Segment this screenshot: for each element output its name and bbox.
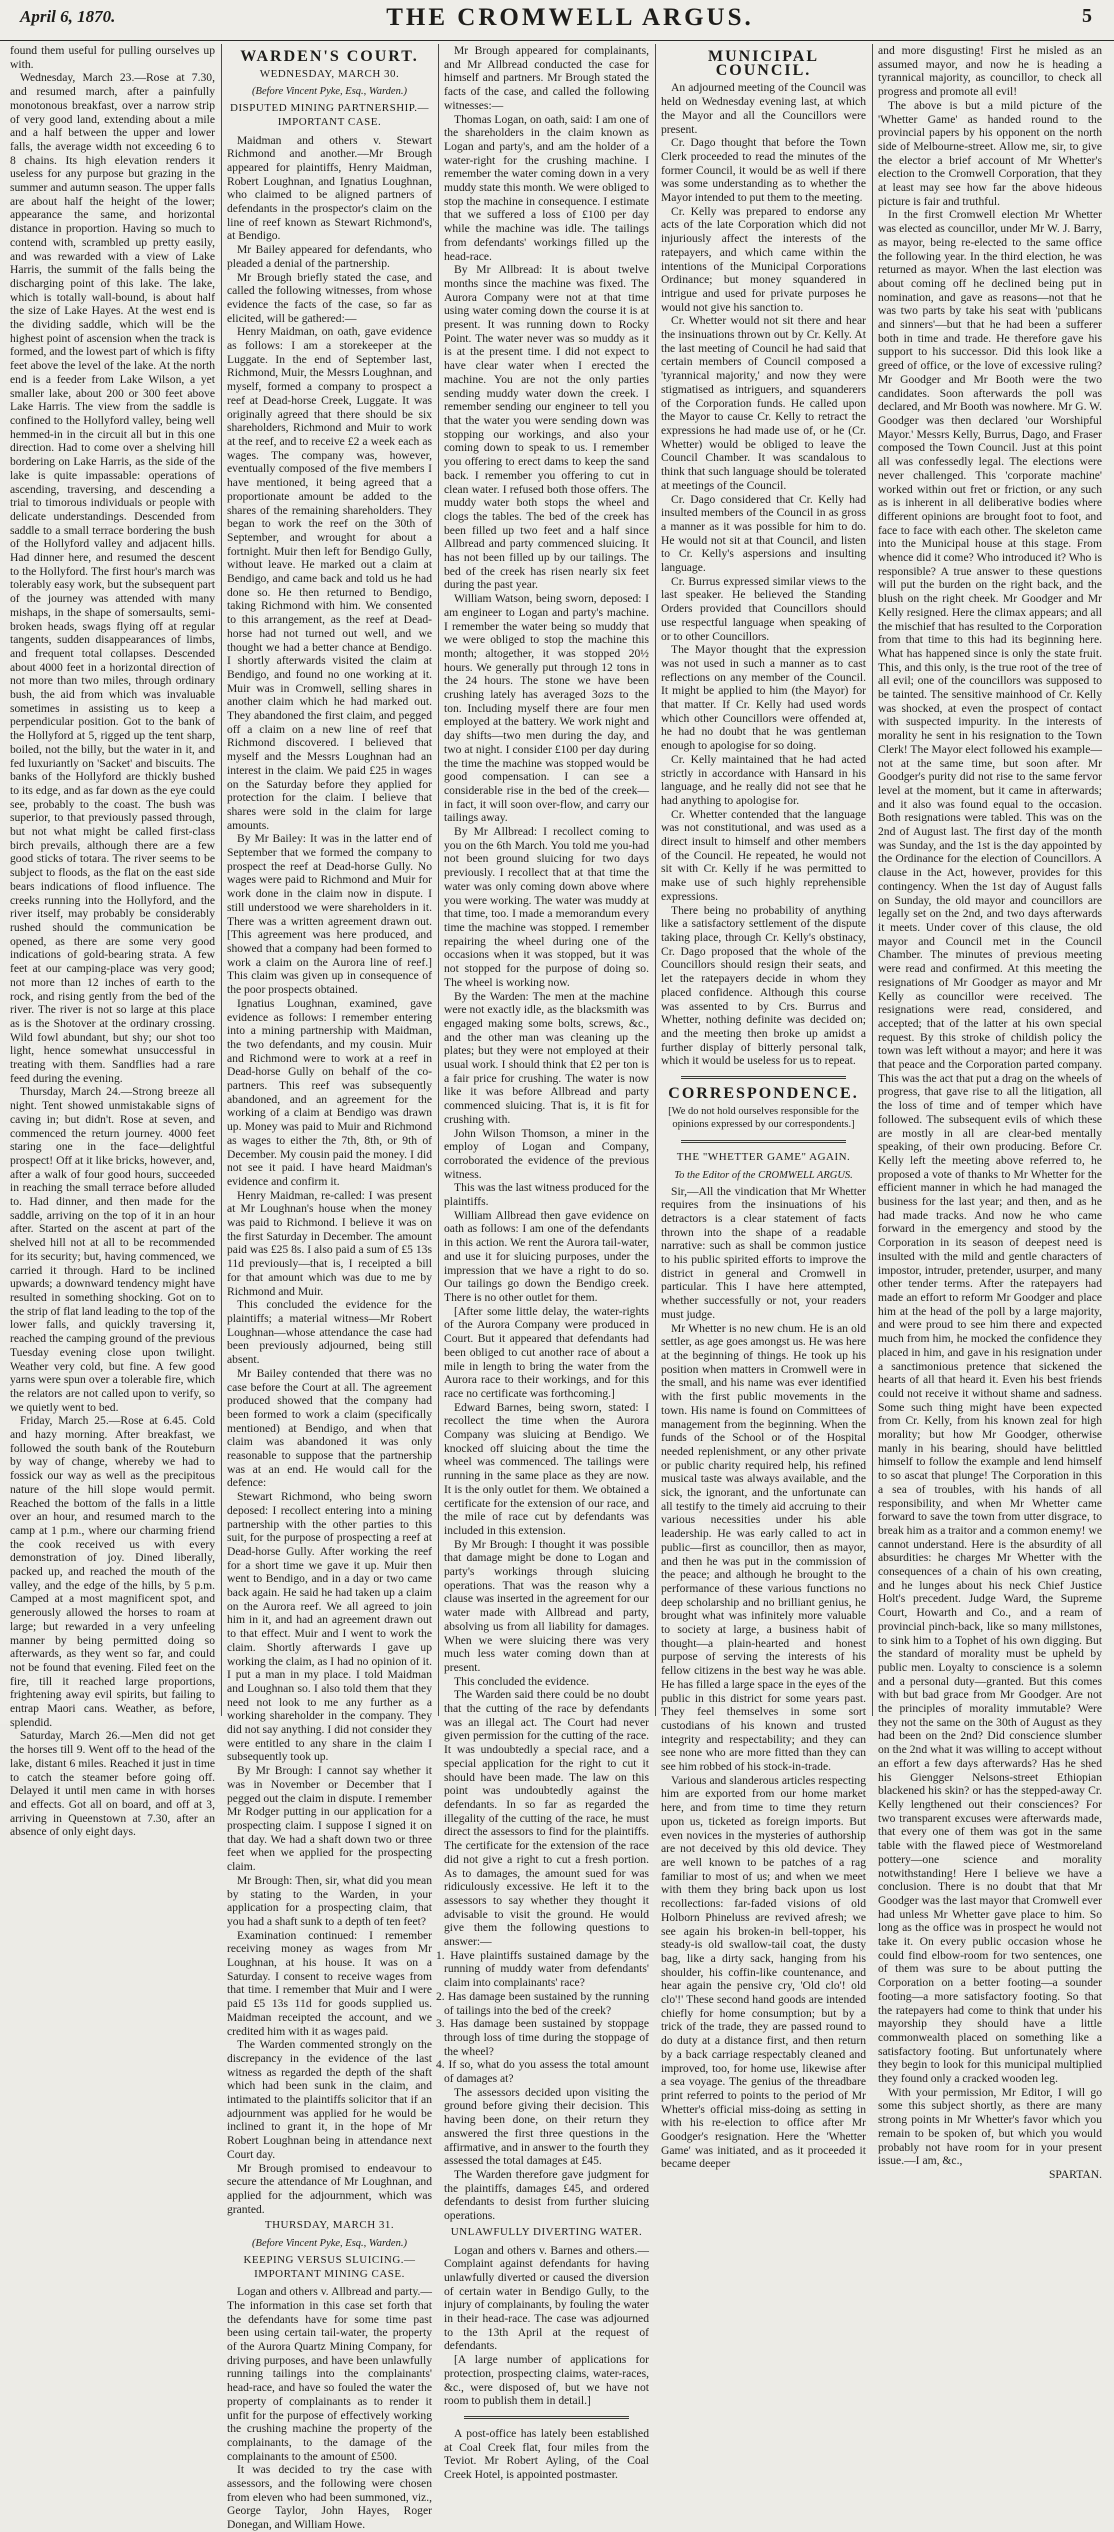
article-paragraph: By Mr Brough: I cannot say whether it was in November or December that I pegged out the claim in dispute. I remember Mr Rodger putting in our application for a prospecting claim. I suppose I signed it on that day. We had a shaft down two or three feet when we applied for the prospecting claim.	[227, 1764, 432, 1874]
case-title: DISPUTED MINING PARTNERSHIP.—IMPORTANT CASE.	[230, 102, 429, 128]
masthead	[0, 0, 1114, 41]
article-paragraph: Mr Brough: Then, sir, what did you mean by stating to the Warden, in your application for a prospecting claim, that you had a shaft sunk to a depth of ten feet?	[227, 1873, 432, 1928]
sitting-before: (Before Vincent Pyke, Esq., Warden.)	[252, 2238, 407, 2250]
article-paragraph: Ignatius Loughnan, examined, gave evidence as follows: I remember entering into a mining partnership with Maidman, the two defendants, and my cousin. Muir and Richmond were to work at a reef in Dead-horse Gully on behalf of the co-partners. This reef was subsequently abandoned, and an agreement for the working of a claim at Bendigo was drawn up. Money was paid to Muir and Richmond as wages to either the 7th, 8th, or 9th of December. My cousin paid the money. I did not see it paid. I have heard Maidman's evidence and confirm it.	[227, 996, 432, 1188]
assessor-question: 4. If so, what do you assess the total amount of damages at?	[436, 2058, 649, 2086]
assessor-question: 3. Has damage been sustained by stoppage through loss of time during the stoppage of the wheel?	[436, 2017, 649, 2058]
article-paragraph: Cr. Dago considered that Cr. Kelly had insulted members of the Council in as gross a manner as it was possible for him to do. He would not sit at that Council, and listen to Cr. Kelly's aspersions and insulting language.	[661, 492, 866, 575]
article-paragraph: Cr. Whetter contended that the language was not constitutional, and was used as a direct insult to himself and other members of the Council. He repeated, he would not sit with Cr. Kelly if he was permitted to make use of such highly reprehensible expressions.	[661, 807, 866, 903]
article-paragraph: Cr. Dago thought that before the Town Clerk proceeded to read the minutes of the former Council, it would be as well if there was some understanding as to whether the Mayor intended to put them to the meeting.	[661, 136, 866, 205]
letter-paragraph: With your permission, Mr Editor, I will go some this subject shortly, as there are many strong points in Mr Whetter's favor which you remain to be spoken of, but which you would probably not have room for in your present issue.—I am, &c.,	[878, 2085, 1102, 2168]
section-divider	[681, 1076, 846, 1079]
issue-date: April 6, 1870.	[20, 7, 116, 26]
article-paragraph: By Mr Allbread: It is about twelve months since the machine was fixed. The Aurora Company were not at that time using water coming down the course it is at present. It was running down to Rocky Point. The water never was so muddy as it is at the present time. I did not expect to have clear water when I erected the machine. You are not the only parties sending muddy water down the creek. I remember sending our engineer to tell you that the water you were sending down was stopping our workings, and also your coming down to speak to us. I remember you offering to erect dams to keep the sand back. I remember you offering to cut in clean water. I refused both those offers. The muddy water both stops the wheel and clogs the tables. The bed of the creek has been filled up two feet and a half since Allbread and party commenced sluicing. It has not been filled up by our tailings. The bed of the creek has risen nearly six feet during the past year.	[444, 263, 649, 592]
article-paragraph: Mr Bailey contended that there was no case before the Court at all. The agreement produced showed that the company had been formed to work a claim (specifically mentioned) at Bendigo, and when that claim was abandoned it was only reasonable to suppose that the partnership was at an end. He would call for the defence:	[227, 1366, 432, 1490]
case-title: KEEPING VERSUS SLUICING.—IMPORTANT MINING CASE.	[243, 2253, 416, 2280]
letter-paragraph: Mr Whetter is no new chum. He is an old settler, as age goes amongst us. He was here at the beginning of things. He took up his position when matters in Cromwell were in the small, and his name was ever identified with the first public movements in the town. His name is found on Committees of management from the beginning. When the funds of the School or of the Hospital needed replenishment, or any other private or public charity required help, his refined musical taste was always available, and the sick, the ignorant, and the unfortunate can all testify to the timely aid accruing to their various necessities under his able leadership. He was early called to act in public—first as councillor, then as mayor, and then he was put in the commission of the peace; and although he brought to the performance of these various functions no deep scholarship and no brilliant genius, he brought what was infinitely more valuable to society at large, a business habit of thought—a plain-hearted and honest purpose of serving the interests of his fellow citizens in the best way he was able. He has filled a large space in the eyes of the public in this district for some years past. They feel themselves in some sort custodians of his known and trusted integrity and respectability; and they can see none who are more fitted than they can see him robbed of his stock-in-trade.	[661, 1321, 866, 1774]
column-rule	[655, 44, 656, 1716]
article-paragraph: Saturday, March 26.—Men did not get the horses till 9. Went off to the head of the lake, distant 6 miles. Reached it just in time to catch the steamer before going off. Delayed it until men came in with horses and effects. Got all on board, and off at 3, arriving in Queenstown at 7.30, after an absence of only eight days.	[10, 1729, 215, 1839]
page-number: 5	[1082, 5, 1092, 27]
article-paragraph: Mr Brough appeared for complainants, and Mr Allbread conducted the case for himself and partners. Mr Brough stated the facts of the case, and called the following witnesses:—	[444, 44, 649, 112]
article-paragraph: This concluded the evidence for the plaintiffs; a material witness—Mr Robert Loughnan—whose attendance the case had been previously adjourned, being still absent.	[227, 1298, 432, 1367]
letter-paragraph: and more disgusting! First he misled as an assumed mayor, and now he is heading a tyrannical majority, as councillor, to check all progress and promote all evil!	[878, 44, 1102, 99]
section-heading-municipal-council: MUNICIPAL COUNCIL.	[707, 48, 820, 79]
article-paragraph: An adjourned meeting of the Council was held on Wednesday evening last, at which the Mayor and all the Councillors were present.	[661, 81, 866, 136]
sitting-date: WEDNESDAY, MARCH 30.	[259, 67, 400, 80]
article-paragraph: Mr Bailey appeared for defendants, who pleaded a denial of the partnership.	[227, 243, 432, 270]
letter-paragraph: Various and slanderous articles respecting him are exported from our home market here, and from time to time they return upon us, ticketed as foreign imports. But even novices in the mysteries of authorship are not deceived by this old device. They are well known to be patches of a rag familiar to most of us; and when we meet with them they bring back upon us lost recollections: far-faded visions of old Holborn Phineluss are revived afresh; we see again his broken-in bell-topper, his steady-is old swallow-tail coat, the dusty bag, like a dirty sack, hanging from his shoulder, his coffin-like countenance, and hear again the pensive cry, 'Old clo'! old clo'!' These second hand goods are intended chiefly for home consumption; but by a trick of the trade, they are passed round to do duty at a distance first, and then return by a back carriage respectably cleaned and improved, too, for home use, likewise after a sea voyage. The genius of the threadbare print referred to points to the period of Mr Whetter's official miss-doing as setting in with his re-election to office after Mr Goodger's resignation. Here the 'Whetter Game' was initiated, and as it proceeded it became deeper	[661, 1773, 866, 2171]
article-paragraph: By Mr Brough: I thought it was possible that damage might be done to Logan and party's workings through sluicing operations. That was the reason why a clause was inserted in the agreement for our water made with Allbread and party, absolving us from all liability for damages. When we were sluicing there was very much less water coming down than at present.	[444, 1537, 649, 1674]
article-paragraph: Henry Maidman, on oath, gave evidence as follows: I am a storekeeper at the Luggate. In the end of September last, Richmond, Muir, the Messrs Loughnan, and myself, formed a company to prospect a reef at Dead-horse Creek, Luggate. It was originally agreed that there should be six shareholders, Richmond and Muir to work at the reef, and to receive £2 a week each as wages. The company was, however, eventually composed of the five members I have mentioned, it being agreed that a proportionate amount be added to the shares of the remaining shareholders. They began to work the reef on the 30th of September, and wrought for about a fortnight. Muir then left for Bendigo Gully, without leave. He marked out a claim at Bendigo, and came back and told us he had done so. He then returned to Bendigo, taking Richmond with him. We consented to this arrangement, as the reef at Dead-horse had not turned out well, and we thought we had a better chance at Bendigo. I shortly afterwards visited the claim at Bendigo, and found no one working at it. Muir was in Cromwell, selling shares in another claim which he had marked out. They abandoned the first claim, and pegged off a claim on a new line of reef that Richmond discovered. I believed that myself and the Messrs Loughnan had an interest in the claim. We paid £25 in wages on the Saturday before they applied for protection for the claim. I believe that shares were sold in the claim for large amounts.	[227, 325, 432, 832]
assessor-question: 2. Has damage been sustained by the running of tailings into the bed of the creek?	[436, 1989, 649, 2017]
article-paragraph: John Wilson Thomson, a miner in the employ of Logan and Company, corroborated the evidence of the previous witness.	[444, 1126, 649, 1181]
article-paragraph: Friday, March 25.—Rose at 6.45. Cold and hazy morning. After breakfast, we followed the south bank of the Routeburn by way of change, whereby we had to fossick our way as well as the precipitous nature of the hill slope would permit. Reached the bottom of the falls in a little over an hour, and resumed march to the camp at 1 p.m., where our charming friend the cook received us with every demonstration of joy. Dined liberally, packed up, and reached the mouth of the valley, and the edge of the hills, by 5 p.m. Camped at a most magnificent spot, and generously allowed the horses to roam at large; but rewarded in a very unfeeling manner by being permitted doing so afterwards, as they went so far, and could not be found that evening. Filed feet on the fire, till it reached large proportions, frightening away evil spirits, but failing to entrap Maori cans. Weather, as before, splendid.	[10, 1414, 215, 1729]
case-title: UNLAWFULLY DIVERTING WATER.	[450, 2225, 643, 2238]
article-paragraph: By the Warden: The men at the machine were not exactly idle, as the blacksmith was engaged making some bolts, screws, &c., and the other man was cleaning up the plates; but they were not employed at their usual work. I should think that £2 per ton is a fair price for crushing. The water is now like it was before Allbread and party commenced sluicing. That is, it is fit for crushing with.	[444, 989, 649, 1126]
sitting-date: THURSDAY, MARCH 31.	[264, 2219, 395, 2232]
article-paragraph: Examination continued: I remember receiving money as wages from Mr Loughnan, at his house. It was on a Saturday. I consent to receive wages from that time. I remember that Muir and I were paid £5 13s 11d for goods supplied us. Maidman receipted the account, and we credited him with it as wages paid.	[227, 1928, 432, 2038]
article-paragraph: The assessors decided upon visiting the ground before giving their decision. This having been done, on their return they answered the first three questions in the affirmative, and in answer to the fourth they assessed the total damages at £45.	[444, 2085, 649, 2168]
section-divider	[681, 1140, 846, 1143]
article-paragraph: William Allbread then gave evidence on oath as follows: I am one of the defendants in this action. We rent the Aurora tail-water, and use it for sluicing purposes, under the impression that we have a right to do so. Our tailings go down the Bendigo creek. There is no other outlet for them.	[444, 1208, 649, 1304]
section-divider	[464, 2416, 629, 2419]
column-4	[661, 44, 866, 2171]
article-paragraph: [A large number of applications for protection, prospecting claims, water-races, &c., were disposed of, but we have not room to publish them in detail.]	[444, 2353, 649, 2408]
article-paragraph: A post-office has lately been established at Coal Creek flat, four miles from the Teviot. Mr Robert Ayling, of the Coal Creek Hotel, is appointed postmaster.	[444, 2426, 649, 2482]
article-paragraph: Thomas Logan, on oath, said: I am one of the shareholders in the claim known as Logan and party's, and am the holder of a water-right for the crushing machine. I remember the water coming down in a very muddy state this month. We were obliged to stop the machine in consequence. I estimate that we suffered a loss of £100 per day while the machine was idle. The tailings from defendants' workings filled up the head-race.	[444, 112, 649, 263]
article-paragraph: By Mr Bailey: It was in the latter end of September that we formed the company to prospect the reef at Dead-horse Gully. No wages were paid to Richmond and Muir for work done in the claim now in dispute. I still understood we were shareholders in it. There was a written agreement drawn out. [This agreement was here produced, and showed that a company had been formed to work a claim on the Aurora line of reef.] This claim was given up in consequence of the poor prospects obtained.	[227, 832, 432, 997]
article-paragraph: Stewart Richmond, who being sworn deposed: I recollect entering into a mining partnership with the other parties to this suit, for the purpose of prospecting a reef at Dead-horse Gully. After working the reef for a short time we gave it up. Muir then went to Bendigo, and in a day or two came back again. He said he had taken up a claim on the Aurora reef. We all agreed to join him in it, and had an agreement drawn out to that effect. Muir and I went to work the claim. Shortly afterwards I gave up working the claim, as I had no opinion of it. I put a man in my place. I told Maidman and Loughnan so. I also told them that they need not look to me any further as a working shareholder in the company. They did not say anything. I did not consider they were entitled to any share in the claim I subsequently took up.	[227, 1490, 432, 1764]
article-paragraph: Wednesday, March 23.—Rose at 7.30, and resumed march, after a painfully monotonous breakfast, over a narrow strip of very good land, extending about a mile and a half between the upper and lower falls, the average width not exceeding 6 to 8 chains. Its high elevation renders it useless for any purpose but grazing in the summer and autumn season. The upper falls are about half the height of the lower; appearance the same, and horizontal distance in proportion. Having so much to contend with, scrambled up pretty easily, and was rewarded with a view of Lake Harris, the summit of the falls being the discharging point of this lake. The lake, which is totally wall-bound, is about half the size of Lake Hayes. At the west end is the dividing saddle, which will be the highest point of ascension when the track is formed, and the lowest part of which is fifty feet above the level of the lake. At the north end is a feeder from Lake Wilson, a yet smaller lake, about 200 or 300 feet above Lake Harris. The view from the saddle is confined to the Hollyford valley, being well hemmed-in in the circuit all but in this one direction. Had to come over a shelving hill bordering on Lake Harris, as the side of the lake is quite impassable: operations of ascending, traversing, and descending a trial to timorous individuals or people with delicate understandings. Descended from saddle to a small terrace bordering the bush of the Hollyford valley and adjacent hills. Had dinner here, and resumed the descent to the Hollyford. The first hour's march was tolerably easy work, but the subsequent part of the journey was attended with many mishaps, in the shape of somersaults, semi-broken heads, swags flying off at regular tangents, sudden disappearances of limbs, and frequent total collapses. Descended about 4000 feet in a horizontal direction of not more than two miles, through ordinary bush, the aid from which was invaluable sometimes in assisting us to keep a perpendicular position. Got to the bank of the Hollyford at 5, rigged up the tent sharp, boiled, not the billy, but the water in it, and fed luxuriantly on 'Sacket' and biscuits. The banks of the Hollyford are thickly bushed to its edge, and as far down as the eye could see, probably to the coast. The bush was superior, to that previously passed through, but not what might be called first-class birch prevails, although there are a few good sticks of totara. The river seems to be subject to floods, as the flat on the east side bears indications of flood influence. The creeks running into the Hollyford, and the river itself, may probably be considerably rushed should the communication be opened, as there are some very good indications of gold-bearing strata. A few feet at our camping-place was very good; not more than 12 inches of earth to the rock, and rising gently from the bed of the river. The river is not so large at this place as is the Shotover at the ordinary crossing. Wild fowl abundant, but shy; our shot too light, hence somewhat unsuccessful in treating with them. Sandflies had a rare feed during the evening.	[10, 71, 215, 1085]
article-paragraph: Mr Brough briefly stated the case, and called the following witnesses, from whose evidence the facts of the case, so far as elicited, will be gathered:—	[227, 270, 432, 325]
column-3	[436, 44, 649, 2482]
article-paragraph: Henry Maidman, re-called: I was present at Mr Loughnan's house when the money was paid to Richmond. I believe it was on the first Saturday in December. The amount paid was £25 8s. I also paid a sum of £5 13s 11d previously—that is, I receipted a bill for that amount which was due to me by Richmond and Muir.	[227, 1188, 432, 1298]
article-paragraph: Edward Barnes, being sworn, stated: I recollect the time when the Aurora Company was sluicing at Bendigo. We knocked off sluicing about the time the wheel was commenced. The tailings were running in the same place as they are now. It is the only outlet for them. We obtained a certificate for the extension of our race, and the mile of race cut by defendants was included in this extension.	[444, 1400, 649, 1537]
article-paragraph: [After some little delay, the water-rights of the Aurora Company were produced in Court. But it appeared that defendants had been obliged to cut another race of about a mile in length to bring the water from the Aurora race to their workings, and for this race no certificate was forthcoming.]	[444, 1304, 649, 1400]
letter-paragraph: The above is but a mild picture of the 'Whetter Game' as handed round to the provincial papers by his opponent on the north side of Melbourne-street. Allow me, sir, to give the elector a brief account of Mr Whetter's election to the Cromwell Corporation, that they at least may see how far the above hideous picture is fair and truthful.	[878, 98, 1102, 208]
section-heading-correspondence: CORRESPONDENCE.	[668, 1085, 859, 1103]
letter-paragraph: In the first Cromwell election Mr Whetter was elected as councillor, under Mr W. J. Barry, as mayor, being re-elected to the same office the following year. In the third election, he was returned as mayor. When the last election was about coming off he declined being put in nomination, and gave as reasons—not that he was two parts by take his seat with 'publicans and sinners'—but that he had been a sufferer both in time and trade. He therefore gave his support to his successor. Did this look like a greed of office, or the love of excessive ruling? Mr Goodger and Mr Booth were the two candidates. Soon afterwards the poll was declared, and Mr Booth was nowhere. Mr G. W. Goodger was then declared 'our Worshipful Mayor.' Messrs Kelly, Burrus, Dago, and Fraser composed the Town Council. Just at this point all was confessedly legal. The elections were never challenged. This 'corporate machine' worked within out fret or friction, or any such as is inherent in all deliberative bodies where different opinions are brought foot to foot, and face to face with each other. The skeleton came into the Municipal house at this stage. From whence did it come? Who introduced it? Who is responsible? A true answer to these questions will put the burden on the right back, and the blush on the right cheek. Mr Goodger and Mr Kelly resigned. Here the climax appears; and all the mischief that has resulted to the Corporation from that time to this had its beginning here. What has happened since is only the state fruit. This, and this only, is the true root of the tree of all evil; one of the councillors was supposed to be tainted. The sensitive mainhood of Cr. Kelly was shocked, at even the prospect of contact with suspected impurity. In the interests of morality he sent in his resignation to the Town Clerk! The Mayor elect followed his example—not at the same time, but soon after. Mr Goodger's purity did not rise to the same fervor level at the moment, but it came in afterwards; and it also was found equal to the occasion. Both resignations were tabled. This was on the 2nd of August last. The first day of the month was Sunday, and the 1st is the day appointed by the Ordinance for the election of Councillors. A clause in the Act, however, provides for this contingency. When the 1st day of August falls on Sunday, the old mayor and councillors are legally set on the 2nd, and two days afterwards it meets. Under cover of this clause, the old mayor and Council met in the Council Chamber. The minutes of previous meeting were read and confirmed. At this meeting the resignations of Mr Goodger as mayor and Mr Kelly as councillor were received. The resignations were read, considered, and accepted; that of the latter at his own special request. By this stroke of childish policy the town was left without a mayor; and here it was that peace and the Corporation parted company. This was the act that put a drag on the wheels of progress, that gave rise to all the litigation, all the loss of time and of temper which have followed. The subsequent evils of which these are mostly in all are clear-bed mentally speaking, of their own producing. Before Cr. Kelly left the meeting above referred to, he proposed a vote of thanks to Mr Whetter for the efficient manner in which he had managed the business for the last year; and then, and as he had made tracks. And now he who came forward in the emergency and stood by the Corporation in its season of deepest need is insulted with the mild and gentle characters of impostor, intruder, pretender, usurper, and many other tender terms. After the ratepayers had made an effort to reform Mr Goodger and place him at the head of the poll by a large majority, and were proud to see him there and expected much from him, he mocked the confidence they placed in him, and gave in his resignation under a sanctimonious pretence that sickened the hearts of all that heard it. Even his best friends could not receive it without shame and sadness. Some such thing might have been expected from Cr. Kelly, from his known zeal for high morality; but how Mr Goodger, otherwise manly in his bearing, should have belittled himself to follow the example and lend himself to so ascat that plunge! The Corporation in this a sea of troubles, with his hands of all responsibility, and when Mr Whetter came forward to save the town from utter disgrace, to break him as a traitor and a common enemy! we cannot understand. Here is the absurdity of all absurdities: he charges Mr Whetter with the consequences of a chain of his own creating, and he lunges about his neck Chief Justice Holt's precedent. Judge Ward, the Supreme Court, Howarth and Co., and a ream of provincial pinch-back, like so many millstones, to sink him to a Tophet of his own digging. But the standard of morality must be upheld by public men. Loyalty to conscience is a solemn and a personal duty—granted. But this comes with but bad grace from Mr Goodger. Are not the principles of morality immutable? Were they not the same on the 30th of August as they had been on the 2nd? Did conscience slumber on the 2nd what it was willing to accept without an effort a few days afterwards? Has he shed his Giengger Nelsons-street Ethiopian blackened his skin? or has the stepped-away Cr. Kelly lengthened out their consciences? For two transparent excuses were afterwards made, that every one of them was got in the same table with the flawed piece of Westmoreland pottery—one science and morality notwithstanding! Here I believe we have a conclusion. There is no doubt that that Mr Goodger was the last mayor that Cromwell ever had unless Mr Whetter gave place to him. So long as the office was in prospect he would not take it. On every public occasion whose he could find elbow-room for two sentences, one of them was sure to be about putting the Corporation on a better footing—a sounder footing—a more satisfactory footing. So that the ratepayers had come to think that under his mayorship they should have a little commonwealth placed on something like a satisfactory footing. But unfortunately where they begin to look for this municipal multiplied they found only a cracked wooden leg.	[878, 208, 1102, 2086]
newspaper-title: THE CROMWELL ARGUS.	[386, 4, 754, 31]
article-paragraph: By Mr Allbread: I recollect coming to you on the 6th March. You told me you-had not been ground sluicing for two days previously. I recollect that at that time the water was only coming down above where you were working. The water was muddy at that time, too. I made a memorandum every time the machine was stopped. I remember repairing the wheel during one of the occasions when it was stopped, but it was not stopped for the purpose of doing so. The wheel is working now.	[444, 825, 649, 989]
article-paragraph: This concluded the evidence.	[454, 1674, 590, 1688]
article-paragraph: Thursday, March 24.—Strong breeze all night. Tent showed unmistakable signs of caving in; but didn't. Rose at seven, and commenced the return journey. 4000 feet staring one in the face—delightful prospect! Off at it like bricks, however, and, after a walk of four good hours, succeeded in reaching the small terrace before alluded to. Had dinner, and then made for the saddle, arriving on the top of it in an hour after. Started on the ascent at part of the shelved hill not at all to be recommended for its security; but, having commenced, we carried it through. Hard to be inclined upwards; a downward tendency might have resulted in something shocking. Got on to the strip of flat land leading to the top of the lower falls, and quickly traversing it, reached the camping ground of the previous Tuesday evening close upon twilight. Weather very cold, but fine. A few good yarns were spun over a tolerable fire, which the relators are not called upon to verify, so we quietly went to bed.	[10, 1085, 215, 1414]
letter-signature: SPARTAN.	[1048, 2167, 1102, 2181]
article-paragraph: The Warden commented strongly on the discrepancy in the evidence of the last witness as regarded the depth of the shaft which had been sunk in the claim, and intimated to the plaintiffs solicitor that if an adjournment was applied for he would be inclined to grant it, in the hope of Mr Robert Loughnan being in attendance next Court day.	[227, 2038, 432, 2161]
column-5	[878, 44, 1102, 2181]
article-paragraph: Cr. Kelly maintained that he had acted strictly in accordance with Hansard in his language, and he really did not see that he had anything to apologise for.	[661, 752, 866, 807]
sitting-before: (Before Vincent Pyke, Esq., Warden.)	[252, 86, 407, 98]
article-paragraph: It was decided to try the case with assessors, and the following were chosen from eleven who had been summoned, viz., George Taylor, John Hayes, Roger Donegan, and William Howe.	[227, 2463, 432, 2532]
article-paragraph: This was the last witness produced for the plaintiffs.	[444, 1181, 649, 1209]
column-rule	[438, 44, 439, 1716]
article-paragraph: found them useful for pulling ourselves up with.	[10, 44, 215, 71]
letter-paragraph: Sir,—All the vindication that Mr Whetter requires from the insinuations of his detractors is a clear statement of facts thrown into the shape of a readable narrative: such as shall be common justice to his public spirited efforts to improve the district in general and Cromwell in particular. This I have here attempted, whether successfully or not, your readers must judge.	[661, 1184, 866, 1321]
article-paragraph: William Watson, being sworn, deposed: I am engineer to Logan and party's machine. I remember the water being so muddy that we were obliged to stop the machine this month; altogether, it was stopped 20½ hours. We generally put through 12 tons in the 24 hours. The stone we have been crushing lately has averaged 3ozs to the ton. Including myself there are four men employed at the battery. We work night and day shifts—two men during the day, and two at night. I consider £100 per day during the time the machine was stopped would be good compensation. I can see a considerable rise in the bed of the creek—in fact, it will soon over-flow, and carry our tailings away.	[444, 592, 649, 825]
article-paragraph: Logan and others v. Allbread and party.—The information in this case set forth that the defendants have for some time past been using certain tail-water, the property of the Aurora Quartz Mining Company, for driving purposes, and have been unlawfully running tailings into the complainants' head-race, and have so fouled the water the property of complainants as to render it unfit for the purpose of effectively working the crushing machine the property of the complainants, to the damage of the complainants to the amount of £500.	[227, 2285, 432, 2463]
article-paragraph: Logan and others v. Barnes and others.—Complaint against defendants for having unlawfully diverted or caused the diversion of certain water in Bendigo Gully, to the injury of complainants, by fouling the water in their head-race. The case was adjourned to the 13th April at the request of defendants.	[444, 2243, 649, 2353]
editorial-disclaimer: [We do not hold ourselves responsible for the opinions expressed by our correspondents.]	[668, 1105, 859, 1131]
article-paragraph: The Mayor thought that the expression was not used in such a manner as to cast reflections on any member of the Council. It might be applied to him (the Mayor) for that matter. If Cr. Kelly had used words which other Councillors were offended at, he had no doubt that he was gentleman enough to apologise for so doing.	[661, 643, 866, 753]
column-2	[227, 44, 432, 2532]
letter-addressee: To the Editor of the CROMWELL ARGUS.	[674, 1169, 853, 1181]
article-paragraph: The Warden therefore gave judgment for the plaintiffs, damages £45, and ordered defendants to desist from further sluicing operations.	[444, 2167, 649, 2223]
article-paragraph: The Warden said there could be no doubt that the cutting of the race by defendants was an illegal act. The Court had never given permission for the cutting of the race. It was undoubtedly a special race, and a special application for the right to cut it should have been made. The law on this point was undoubtedly against the defendants. In so far as regarded the illegality of the cutting of the race, he must direct the assessors to find for the plaintiffs. The certificate for the extension of the race did not give a right to cut a fresh portion. As to damages, the amount sued for was ridiculously excessive. He left it to the assessors to say whether they thought it advisable to visit the ground. He would give them the following questions to answer:—	[444, 1688, 649, 1949]
assessor-question: 1. Have plaintiffs sustained damage by the running of muddy water from defendants' claim into complainants' race?	[436, 1948, 649, 1990]
article-paragraph: Cr. Kelly was prepared to endorse any acts of the late Corporation which did not injuriously affect the interests of the ratepayers, and which came within the intentions of the Municipal Corporations Ordinance; but money squandered in intrigue and used for private purposes he would not give his sanction to.	[661, 204, 866, 314]
section-heading-wardens-court: WARDEN'S COURT.	[240, 48, 419, 65]
article-paragraph: Cr. Burrus expressed similar views to the last speaker. He believed the Standing Orders provided that Councillors should use respectful language when speaking of or to other Councillors.	[661, 574, 866, 643]
article-paragraph: Cr. Whetter would not sit there and hear the insinuations thrown out by Cr. Kelly. At the last meeting of Council he had said that certain members of Council composed a 'tyrannical majority,' and now they were stigmatised as intriguers, and squanderers of the Corporation funds. He called upon the Mayor to cause Cr. Kelly to retract the expressions he had made use of, or he (Cr. Whetter) would be obliged to leave the Council Chamber. It was scandalous to think that such language should be tolerated at meetings of the Council.	[661, 314, 866, 492]
letter-heading: THE "WHETTER GAME" AGAIN.	[676, 1151, 851, 1164]
article-paragraph: There being no probability of anything like a satisfactory settlement of the dispute taking place, through Cr. Kelly's obstinacy, Cr. Dago proposed that the whole of the Councillors should resign their seats, and let the ratepayers decide in whom they placed confidence. Although this course was assented to by Crs. Burrus and Whetter, nothing definite was decided on; and the meeting then broke up amidst a further display of bitterly personal talk, which it would be useless for us to repeat.	[661, 903, 866, 1068]
article-paragraph: Maidman and others v. Stewart Richmond and another.—Mr Brough appeared for plaintiffs, Henry Maidman, Robert Loughnan, and Ignatius Loughnan, who claimed to be aligned partners of defendants in the prospector's claim on the line of reef known as Stewart Richmond's, at Bendigo.	[227, 133, 432, 243]
column-rule	[221, 44, 222, 1716]
article-paragraph: Mr Brough promised to endeavour to secure the attendance of Mr Loughnan, and applied for the adjournment, which was granted.	[227, 2161, 432, 2216]
column-rule	[872, 44, 873, 1716]
column-1	[10, 44, 215, 1839]
